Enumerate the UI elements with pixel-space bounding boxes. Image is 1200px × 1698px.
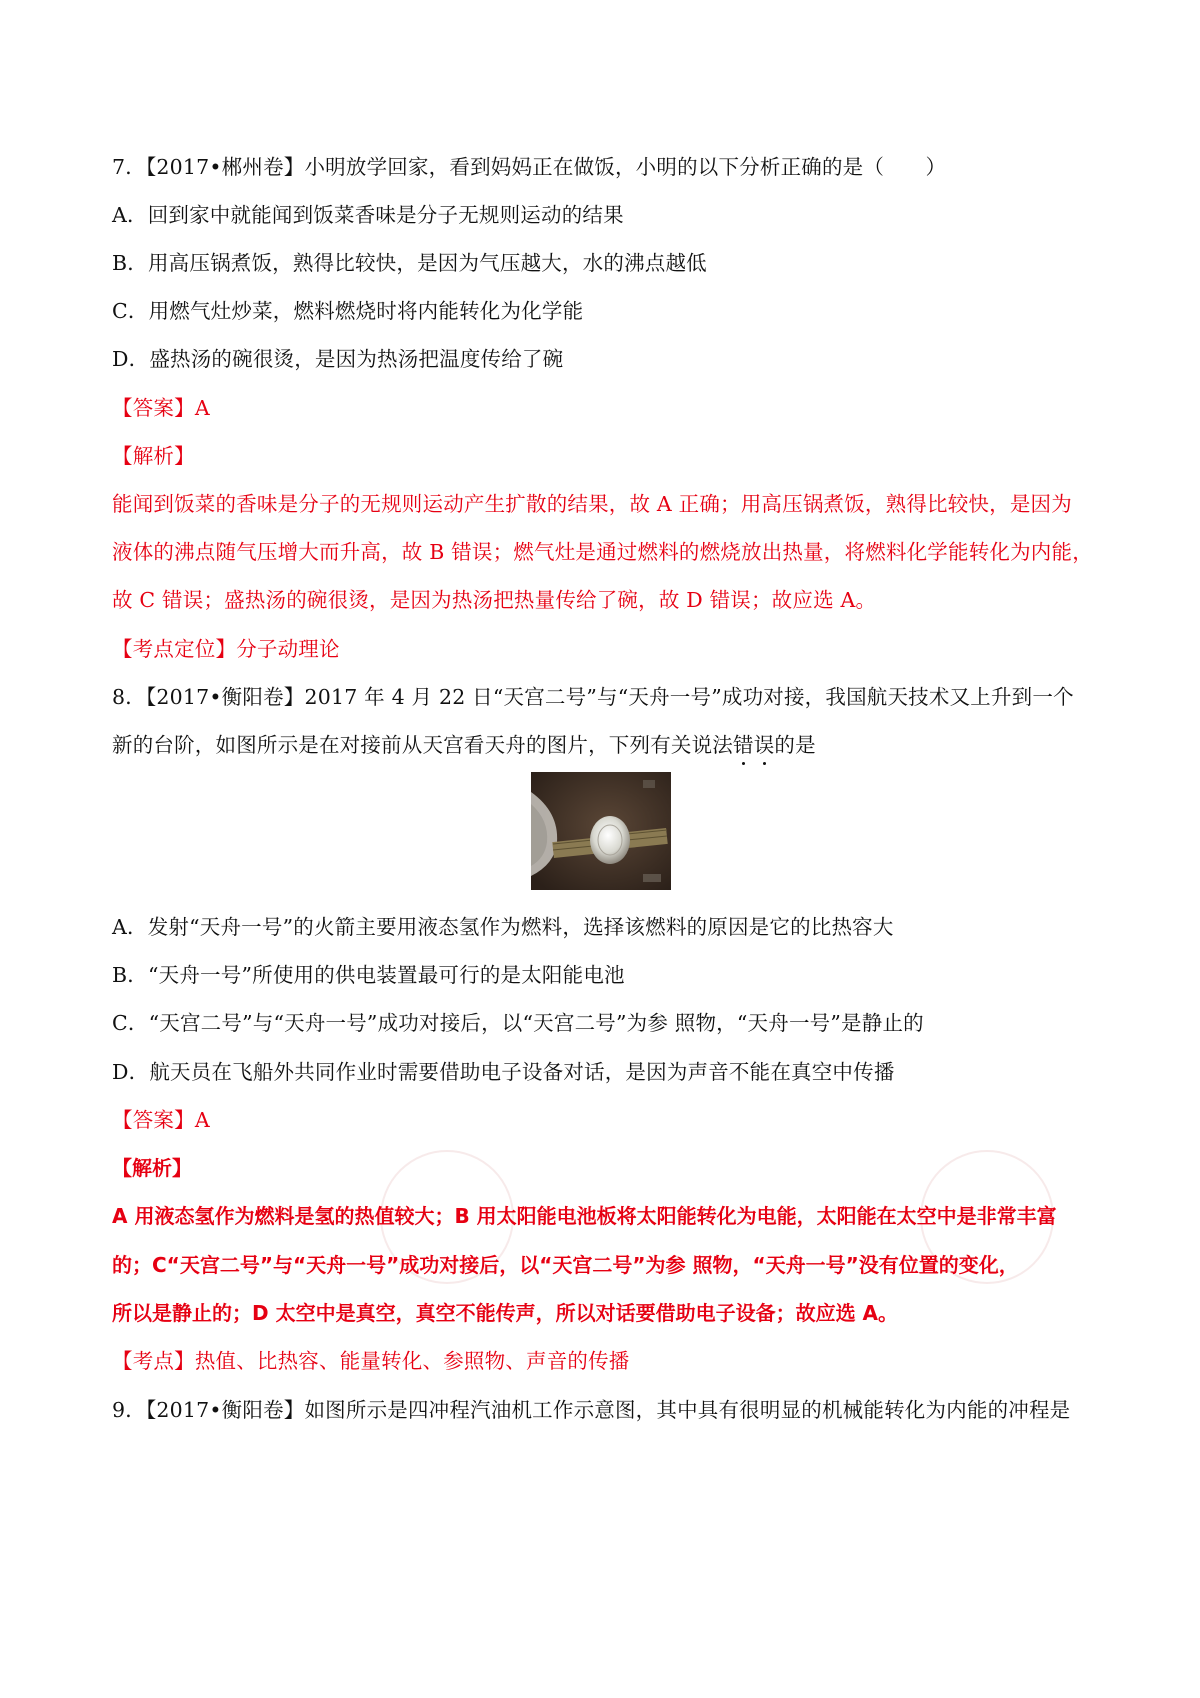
q8-option-c: C．“天宫二号”与“天舟一号”成功对接后，以“天宫二号”为参 照物，“天舟一号”是静止的: [112, 1011, 924, 1035]
q7-point-value: 分子动理论: [236, 637, 340, 661]
q7-number: 7．: [112, 155, 146, 179]
q8-analysis-line-2: 的；C“天宫二号”与“天舟一号”成功对接后，以“天宫二号”为参 照物，“天舟一号”没有位置的变化，: [112, 1253, 1019, 1277]
q8-option-b: B．“天舟一号”所使用的供电装置最可行的是太阳能电池: [112, 963, 625, 987]
q7-analysis-tag-text: 【解析】: [112, 444, 195, 468]
q8-emphasis-1: 错: [733, 733, 754, 757]
q7-option-d: D．盛热汤的碗很烫，是因为热汤把温度传给了碗: [112, 347, 564, 371]
tianzhou-spacecraft-image: [531, 772, 671, 890]
q7-stem-text: 小明放学回家，看到妈妈正在做饭，小明的以下分析正确的是（ ）: [304, 155, 947, 179]
q8-answer-value: A: [194, 1108, 210, 1132]
q7-analysis-line-3: 故 C 错误；盛热汤的碗很烫，是因为热汤把热量传给了碗，故 D 错误；故应选 A。: [112, 588, 877, 612]
q7-stem: [112, 152, 1102, 182]
q7-point: [112, 634, 1102, 664]
q7-point-tag: 【考点定位】: [112, 637, 237, 661]
q7-answer: [112, 393, 1102, 423]
q8-option-d: D．航天员在飞船外共同作业时需要借助电子设备对话，是因为声音不能在真空中传播: [112, 1060, 895, 1084]
q8-point: [112, 1346, 1102, 1376]
q7-option-a: A．回到家中就能闻到饭菜香味是分子无规则运动的结果: [112, 203, 624, 227]
q8-stem-line-1: [112, 682, 1102, 712]
q7-analysis-line-1: 能闻到饭菜的香味是分子的无规则运动产生扩散的结果，故 A 正确；用高压锅煮饭，熟得比较快，是因为: [112, 492, 1072, 516]
q8-point-value: 热值、比热容、能量转化、参照物、声音的传播: [194, 1349, 630, 1373]
q8-answer: [112, 1105, 1102, 1135]
q8-emphasis-2: 误: [753, 733, 775, 757]
q9-stem-text: 如图所示是四冲程汽油机工作示意图，其中具有很明显的机械能转化为内能的冲程是: [304, 1398, 1071, 1422]
spacecraft-photo: [531, 772, 671, 890]
q7-source: 【2017•郴州卷】: [145, 155, 305, 179]
q7-analysis-line-2: 液体的沸点随气压增大而升高，故 B 错误；燃气灶是通过燃料的燃烧放出热量，将燃料化学能转化为内能，: [112, 540, 1093, 564]
q8-analysis-tag-text: 【解析】: [112, 1156, 192, 1180]
q9-number: 9．: [112, 1398, 146, 1422]
q8-source: 【2017•衡阳卷】: [145, 685, 305, 709]
q8-point-tag: 【考点】: [112, 1349, 195, 1373]
q8-analysis-line-3: 所以是静止的；D 太空中是真空，真空不能传声，所以对话要借助电子设备；故应选 A。: [112, 1301, 899, 1325]
q8-stem-text-2: 新的台阶，如图所示是在对接前从天宫看天舟的图片，下列有关说法: [112, 733, 733, 757]
q8-stem-text-1: 2017 年 4 月 22 日“天宫二号”与“天舟一号”成功对接，我国航天技术又上升到一个: [304, 685, 1074, 709]
q7-answer-value: A: [194, 396, 210, 420]
q7-option-b: B．用高压锅煮饭，熟得比较快，是因为气压越大，水的沸点越低: [112, 251, 707, 275]
q8-option-a: A．发射“天舟一号”的火箭主要用液态氢作为燃料，选择该燃料的原因是它的比热容大: [112, 915, 894, 939]
q8-number: 8．: [112, 685, 146, 709]
q9-stem: [112, 1395, 1102, 1425]
q8-stem-text-3: 的是: [774, 733, 816, 757]
q9-source: 【2017•衡阳卷】: [145, 1398, 305, 1422]
q7-answer-tag: 【答案】: [112, 396, 195, 420]
q8-analysis-line-1: A 用液态氢作为燃料是氢的热值较大；B 用太阳能电池板将太阳能转化为电能，太阳能在太空中是非常丰富: [112, 1204, 1057, 1228]
q8-answer-tag: 【答案】: [112, 1108, 195, 1132]
q8-stem-line-2: [112, 730, 1102, 760]
q7-analysis-tag: [112, 441, 1102, 471]
q7-option-c: C．用燃气灶炒菜，燃料燃烧时将内能转化为化学能: [112, 299, 584, 323]
